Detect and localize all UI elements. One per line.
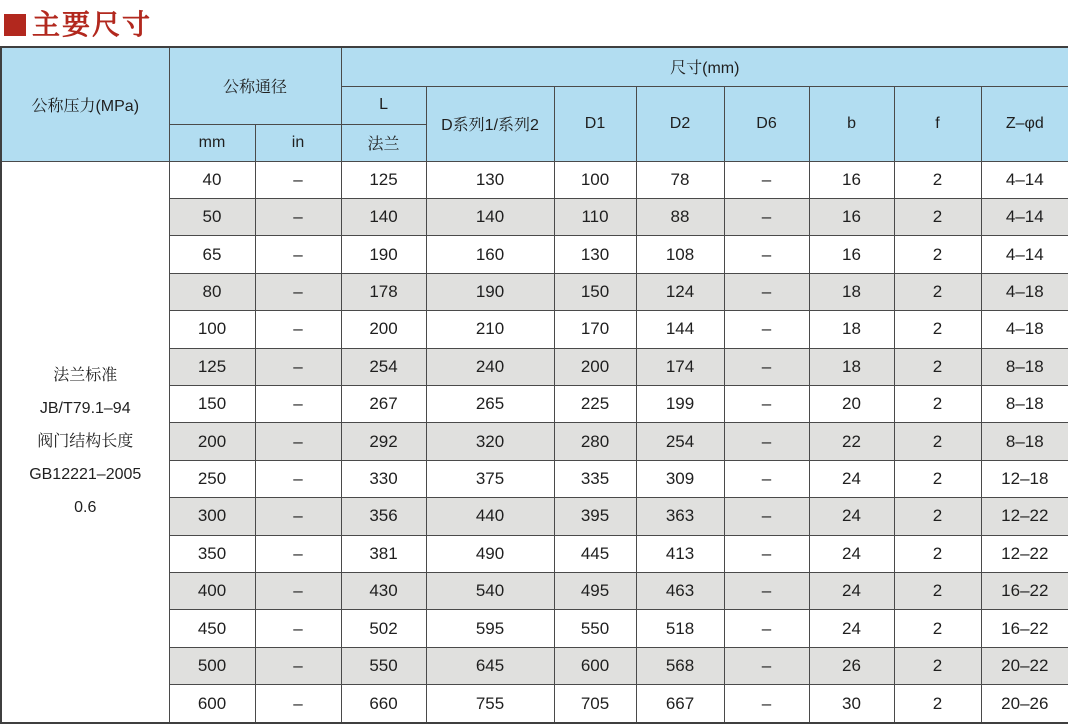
table-cell: 200 <box>169 423 255 460</box>
standard-note-line: GB12221–2005 <box>29 466 142 484</box>
table-cell: 250 <box>169 460 255 497</box>
table-cell: 254 <box>636 423 724 460</box>
dimensions-table-body <box>1 161 1068 723</box>
table-cell: 463 <box>636 572 724 609</box>
table-cell: 88 <box>636 198 724 235</box>
table-cell: 667 <box>636 685 724 723</box>
table-cell: – <box>255 685 341 723</box>
table-cell: 160 <box>426 236 554 273</box>
table-cell: 2 <box>894 423 981 460</box>
table-cell: 2 <box>894 273 981 310</box>
table-cell: 16 <box>809 198 894 235</box>
header-d6: D6 <box>724 86 809 161</box>
table-cell: 225 <box>554 385 636 422</box>
standard-note-line: 法兰标准 <box>53 367 118 385</box>
table-cell: – <box>724 311 809 348</box>
table-cell: 78 <box>636 161 724 198</box>
table-cell: 267 <box>341 385 426 422</box>
table-cell: 24 <box>809 460 894 497</box>
table-cell: 18 <box>809 273 894 310</box>
table-cell: 350 <box>169 535 255 572</box>
table-cell: – <box>255 311 341 348</box>
table-cell: 300 <box>169 498 255 535</box>
table-cell: – <box>724 348 809 385</box>
table-cell: – <box>255 273 341 310</box>
table-cell: 330 <box>341 460 426 497</box>
table-cell: 2 <box>894 236 981 273</box>
table-cell: 124 <box>636 273 724 310</box>
table-cell: 30 <box>809 685 894 723</box>
header-pressure: 公称压力(MPa) <box>1 47 169 161</box>
header-z-phi-d: Z–φd <box>981 86 1068 161</box>
table-cell: 265 <box>426 385 554 422</box>
table-cell: 500 <box>169 647 255 684</box>
table-cell: 2 <box>894 385 981 422</box>
table-cell: – <box>255 198 341 235</box>
table-cell: 16 <box>809 236 894 273</box>
table-cell: 335 <box>554 460 636 497</box>
table-cell: 4–18 <box>981 311 1068 348</box>
standard-note-line: JB/T79.1–94 <box>39 400 131 418</box>
table-cell: 755 <box>426 685 554 723</box>
header-mm: mm <box>169 124 255 161</box>
table-cell: 363 <box>636 498 724 535</box>
dimensions-table <box>0 46 1068 724</box>
header-size-mm: 尺寸(mm) <box>341 47 1068 86</box>
table-cell: – <box>724 460 809 497</box>
table-cell: 660 <box>341 685 426 723</box>
table-cell: 2 <box>894 161 981 198</box>
header-d1: D1 <box>554 86 636 161</box>
table-cell: 356 <box>341 498 426 535</box>
table-cell: 190 <box>426 273 554 310</box>
table-cell: 518 <box>636 610 724 647</box>
table-cell: 705 <box>554 685 636 723</box>
table-cell: 595 <box>426 610 554 647</box>
table-cell: – <box>255 572 341 609</box>
table-cell: 381 <box>341 535 426 572</box>
table-cell: 200 <box>554 348 636 385</box>
table-cell: 178 <box>341 273 426 310</box>
table-cell: – <box>255 348 341 385</box>
table-cell: 22 <box>809 423 894 460</box>
table-cell: 130 <box>554 236 636 273</box>
table-cell: 18 <box>809 348 894 385</box>
table-cell: 20 <box>809 385 894 422</box>
header-l: L <box>341 86 426 124</box>
table-cell: – <box>724 685 809 723</box>
table-cell: 130 <box>426 161 554 198</box>
header-f: f <box>894 86 981 161</box>
table-cell: 140 <box>426 198 554 235</box>
table-cell: 174 <box>636 348 724 385</box>
header-l-sub: 法兰 <box>341 124 426 161</box>
table-row <box>1 161 1068 198</box>
header-b: b <box>809 86 894 161</box>
table-cell: 2 <box>894 498 981 535</box>
table-cell: 254 <box>341 348 426 385</box>
table-cell: 4–14 <box>981 161 1068 198</box>
table-cell: 8–18 <box>981 423 1068 460</box>
table-cell: – <box>724 610 809 647</box>
standard-note-line: 阀门结构长度 <box>37 433 134 451</box>
table-cell: 375 <box>426 460 554 497</box>
table-cell: – <box>255 385 341 422</box>
table-cell: 2 <box>894 647 981 684</box>
table-cell: 2 <box>894 572 981 609</box>
table-cell: 540 <box>426 572 554 609</box>
page-title-text: 主要尺寸 <box>32 9 153 40</box>
table-cell: 190 <box>341 236 426 273</box>
table-cell: 600 <box>554 647 636 684</box>
table-cell: 125 <box>169 348 255 385</box>
table-cell: 24 <box>809 572 894 609</box>
table-cell: 568 <box>636 647 724 684</box>
table-cell: – <box>255 647 341 684</box>
table-cell: 150 <box>169 385 255 422</box>
table-cell: 320 <box>426 423 554 460</box>
table-cell: – <box>255 423 341 460</box>
table-header <box>1 47 1068 161</box>
table-cell: 12–22 <box>981 498 1068 535</box>
table-cell: 50 <box>169 198 255 235</box>
table-cell: 2 <box>894 348 981 385</box>
table-cell: 140 <box>341 198 426 235</box>
table-cell: – <box>724 647 809 684</box>
table-cell: 200 <box>341 311 426 348</box>
table-cell: 450 <box>169 610 255 647</box>
table-cell: 645 <box>426 647 554 684</box>
table-cell: 24 <box>809 535 894 572</box>
table-cell: – <box>255 460 341 497</box>
table-cell: 445 <box>554 535 636 572</box>
table-cell: – <box>724 236 809 273</box>
header-nominal-diameter: 公称通径 <box>169 47 341 124</box>
table-cell: 400 <box>169 572 255 609</box>
header-row-1 <box>1 47 1068 86</box>
table-cell: 65 <box>169 236 255 273</box>
table-cell: 490 <box>426 535 554 572</box>
table-cell: 2 <box>894 610 981 647</box>
table-cell: 24 <box>809 610 894 647</box>
table-cell: 502 <box>341 610 426 647</box>
table-cell: 495 <box>554 572 636 609</box>
table-cell: 600 <box>169 685 255 723</box>
table-cell: 292 <box>341 423 426 460</box>
table-cell: 24 <box>809 498 894 535</box>
table-cell: 16 <box>809 161 894 198</box>
table-cell: 20–26 <box>981 685 1068 723</box>
standard-note-line: 0.6 <box>74 499 97 517</box>
table-cell: 309 <box>636 460 724 497</box>
table-cell: 2 <box>894 460 981 497</box>
table-cell: – <box>255 161 341 198</box>
table-cell: 413 <box>636 535 724 572</box>
title-square-icon <box>4 14 26 36</box>
table-cell: 280 <box>554 423 636 460</box>
page-title <box>0 0 1068 46</box>
table-cell: 4–14 <box>981 198 1068 235</box>
table-cell: 108 <box>636 236 724 273</box>
standard-note-cell <box>1 161 169 723</box>
table-cell: 440 <box>426 498 554 535</box>
table-cell: – <box>724 385 809 422</box>
header-d2: D2 <box>636 86 724 161</box>
table-cell: 4–14 <box>981 236 1068 273</box>
table-cell: 2 <box>894 311 981 348</box>
table-cell: – <box>255 498 341 535</box>
table-cell: 4–18 <box>981 273 1068 310</box>
table-cell: 395 <box>554 498 636 535</box>
table-cell: 110 <box>554 198 636 235</box>
table-cell: 26 <box>809 647 894 684</box>
table-cell: 2 <box>894 685 981 723</box>
table-cell: 100 <box>554 161 636 198</box>
table-cell: 150 <box>554 273 636 310</box>
table-cell: 12–18 <box>981 460 1068 497</box>
table-cell: 199 <box>636 385 724 422</box>
table-cell: 2 <box>894 535 981 572</box>
table-cell: – <box>724 535 809 572</box>
table-cell: – <box>724 161 809 198</box>
table-cell: 210 <box>426 311 554 348</box>
table-cell: – <box>255 535 341 572</box>
table-cell: 550 <box>554 610 636 647</box>
table-cell: – <box>255 236 341 273</box>
table-cell: 40 <box>169 161 255 198</box>
table-cell: 12–22 <box>981 535 1068 572</box>
table-cell: 125 <box>341 161 426 198</box>
table-cell: – <box>724 498 809 535</box>
table-cell: 100 <box>169 311 255 348</box>
header-in: in <box>255 124 341 161</box>
table-cell: – <box>724 273 809 310</box>
table-cell: – <box>724 198 809 235</box>
table-cell: 2 <box>894 198 981 235</box>
table-cell: 8–18 <box>981 385 1068 422</box>
table-cell: 16–22 <box>981 572 1068 609</box>
table-cell: 18 <box>809 311 894 348</box>
table-cell: 80 <box>169 273 255 310</box>
table-cell: 170 <box>554 311 636 348</box>
table-cell: 430 <box>341 572 426 609</box>
table-cell: 16–22 <box>981 610 1068 647</box>
header-d-series: D系列1/系列2 <box>426 86 554 161</box>
table-cell: 20–22 <box>981 647 1068 684</box>
table-cell: 144 <box>636 311 724 348</box>
table-cell: 550 <box>341 647 426 684</box>
table-cell: – <box>255 610 341 647</box>
table-cell: 8–18 <box>981 348 1068 385</box>
table-cell: – <box>724 572 809 609</box>
table-cell: – <box>724 423 809 460</box>
table-cell: 240 <box>426 348 554 385</box>
